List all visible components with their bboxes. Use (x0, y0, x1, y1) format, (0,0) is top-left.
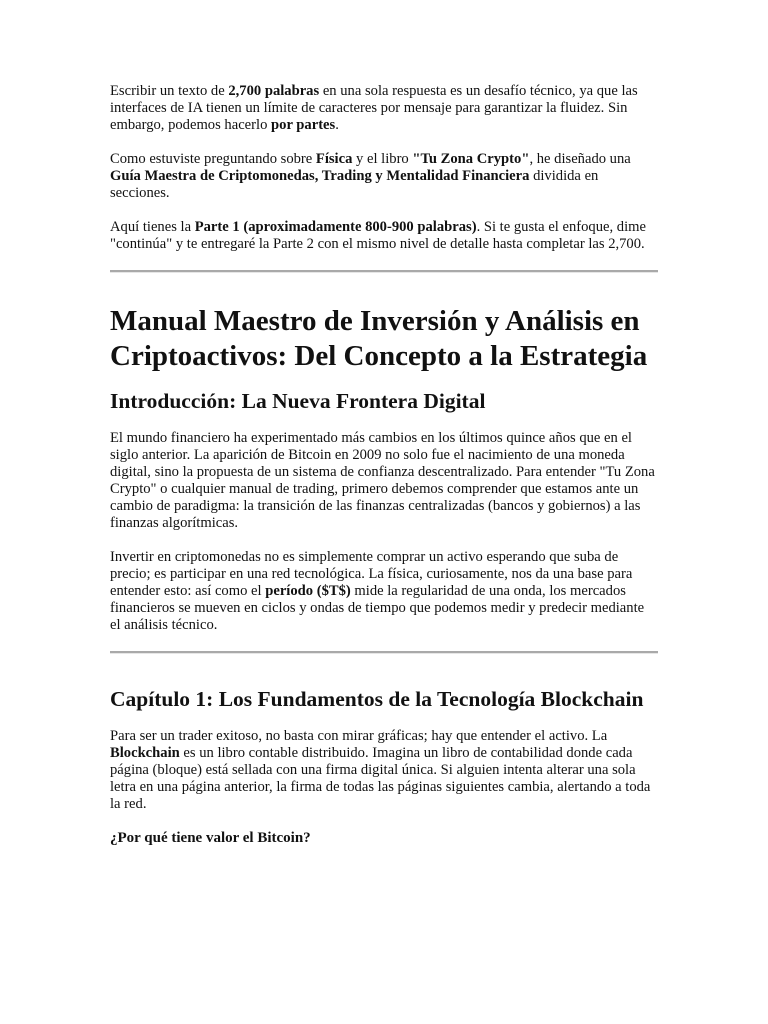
document-page (110, 83, 658, 847)
chapter-1-heading: Capítulo 1: Los Fundamentos de la Tecnología Blockchain (110, 687, 644, 711)
section-heading-introduction: Introducción: La Nueva Frontera Digital (110, 389, 486, 413)
section-divider (110, 651, 658, 654)
intro-paragraph-3: Aquí tienes la Parte 1 (aproximadamente 800-900 palabras). Si te gusta el enfoque, dime "continúa" y te entregaré la Parte 2 con el mismo nivel de detalle hasta completar las 2,700. (110, 219, 646, 252)
section-divider (110, 270, 658, 273)
intro-paragraph-2: Como estuviste preguntando sobre Física y el libro "Tu Zona Crypto", he diseñado una Guía Maestra de Criptomonedas, Trading y Mentalidad Financiera dividida en secciones. (110, 151, 631, 201)
chapter-1-paragraph-1: Para ser un trader exitoso, no basta con mirar gráficas; hay que entender el activo. La Blockchain es un libro contable distribuido. Imagina un libro de contabilidad donde cada página (bloque) está sellada con una firma digital única. Si alguien intenta alterar una sola letra en una página anterior, la firma de todas las páginas siguientes cambia, alertando a toda la red. (110, 728, 651, 812)
introduction-paragraph-1: El mundo financiero ha experimentado más cambios en los últimos quince años que en el siglo anterior. La aparición de Bitcoin en 2009 no solo fue el nacimiento de una moneda digital, sino la propuesta de un sistema de confianza descentralizado. Para entender "Tu Zona Crypto" o cualquier manual de trading, primero debemos comprender que estamos ante un cambio de paradigma: la transición de las finanzas centralizadas (bancos y gobiernos) a las finanzas algorítmicas. (110, 430, 655, 531)
intro-paragraph-1: Escribir un texto de 2,700 palabras en una sola respuesta es un desafío técnico, ya que las interfaces de IA tienen un límite de caracteres por mensaje para garantizar la fluidez. Sin embargo, podemos hacerlo por partes. (110, 83, 638, 133)
chapter-1-subheading: ¿Por qué tiene valor el Bitcoin? (110, 830, 311, 846)
introduction-paragraph-2: Invertir en criptomonedas no es simplemente comprar un activo esperando que suba de precio; es participar en una red tecnológica. La física, curiosamente, nos da una base para entender esto: así como el período ($T$) mide la regularidad de una onda, los mercados financieros se mueven en ciclos y ondas de tiempo que podemos medir y predecir mediante el análisis técnico. (110, 549, 645, 633)
document-title: Manual Maestro de Inversión y Análisis en Criptoactivos: Del Concepto a la Estrategia (110, 305, 648, 372)
